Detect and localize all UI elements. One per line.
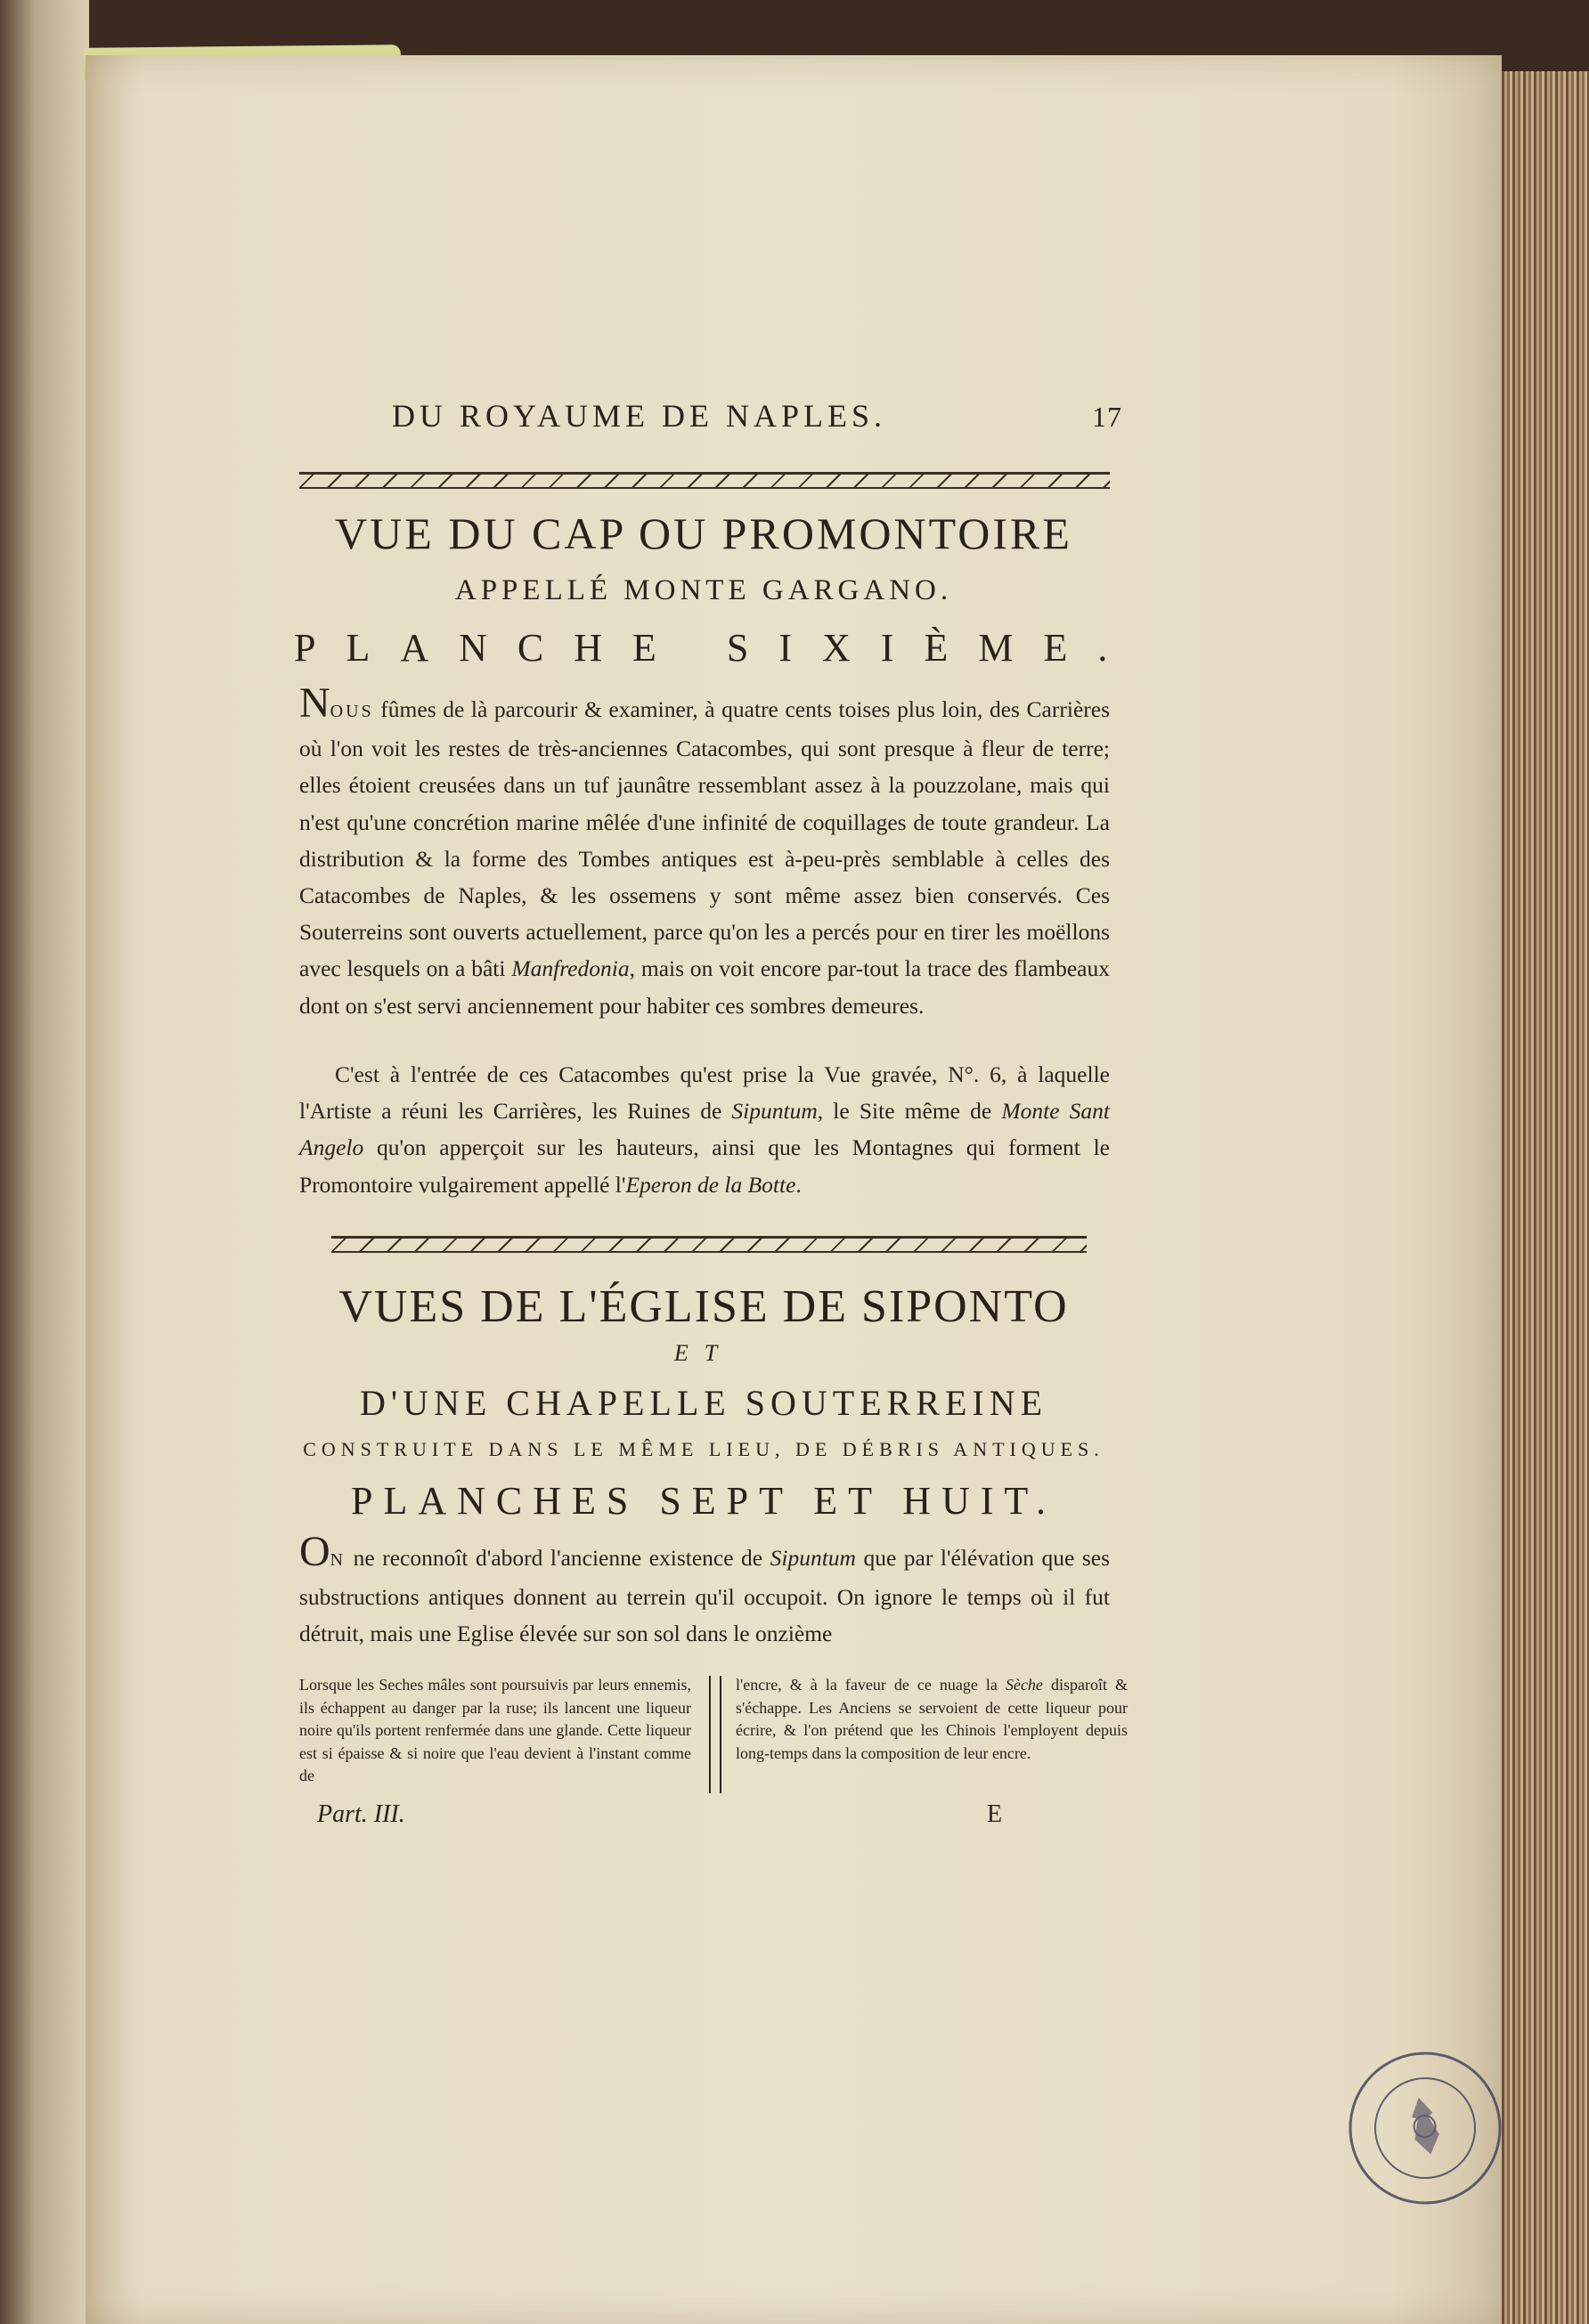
gathering-letter: E xyxy=(987,1800,1003,1828)
page-edges xyxy=(1502,71,1589,2324)
text: C'est à l'entrée de ces Catacombes qu'est prise la Vue gravée, N°. 6, à laquelle l'Artiste a réuni les Carrières, les Ruines de xyxy=(299,1061,1110,1125)
plate-heading: PLANCHE SIXIÈME. xyxy=(294,626,1138,670)
initial-letter: O xyxy=(299,1528,330,1575)
paragraph xyxy=(299,679,1111,1024)
italic-text: Sipuntum xyxy=(731,1098,818,1125)
italic-text: Manfredonia xyxy=(511,955,630,982)
section-conjunction: ET xyxy=(673,1340,734,1366)
library-stamp-icon xyxy=(1330,2033,1520,2222)
text: l'encre, & à la faveur de ce nuage la xyxy=(736,1676,1006,1694)
text: , le Site même de xyxy=(817,1098,1002,1125)
text: que par l'élévation que ses substructions antiques donnent au terrein qu'il occupoit. On ignore le temps où il fut détruit, mais une Eglise élevée sur son sol dans le onzième xyxy=(299,1545,1110,1647)
italic-text: Monte Sant Angelo xyxy=(299,1098,1111,1161)
section-title: VUES DE L'ÉGLISE DE SIPONTO xyxy=(338,1281,1069,1332)
section-subtitle-small: CONSTRUITE DANS LE MÊME LIEU, DE DÉBRIS ANTIQUES. xyxy=(303,1438,1104,1460)
text: , mais on voit encore par-tout la trace des flambeaux dont on s'est servi anciennement pour habiter ces sombres demeures. xyxy=(299,955,1111,1019)
ornament-rule xyxy=(299,472,1110,489)
italic-text: Sèche xyxy=(1005,1676,1043,1694)
text: ne reconnoît d'abord l'ancienne existence de xyxy=(346,1545,770,1571)
paragraph xyxy=(299,1056,1110,1203)
plate-heading: PLANCHES SEPT ET HUIT. xyxy=(350,1479,1057,1523)
paragraph xyxy=(299,1528,1110,1653)
ornament-rule xyxy=(331,1236,1087,1253)
section-title: VUE DU CAP OU PROMONTOIRE xyxy=(335,508,1072,558)
text: qu'on apperçoit sur les hauteurs, ainsi que les Montagnes qui forment le Promontoire vulgairement appellé l' xyxy=(299,1134,1110,1198)
small-caps: N xyxy=(330,1550,346,1570)
running-head xyxy=(392,397,1122,451)
running-head-title: DU ROYAUME DE NAPLES. xyxy=(392,398,887,434)
facing-page-edge xyxy=(0,0,89,2324)
footnote-divider xyxy=(709,1676,721,1793)
section-subtitle: D'UNE CHAPELLE SOUTERREINE xyxy=(359,1383,1048,1423)
text: fûmes de là parcourir & examiner, à quatre cents toises plus loin, des Carrières où l'on voit les restes de très-anciennes Catacombes, qui sont presque à fleur de terre; elles étoient creusées dans un tuf jaunâtre ressemblant assez à la pouzzolane, mais qui n'est qu'une concrétion marine mêlée d'une infinité de coquillages de toute grandeur. La distribution & la forme des Tombes antiques est à-peu-près semblable à celles des Catacombes de Naples, & les ossemens y sont même assez bien conservés. Ces Souterreins sont ouverts actuellement, parce qu'on les a percés pour en tirer les moëllons avec lesquels on a bâti xyxy=(299,696,1110,982)
small-caps: OUS xyxy=(330,702,374,721)
italic-text: Eperon de la Botte xyxy=(625,1171,796,1198)
footnote-right xyxy=(736,1674,1128,1765)
initial-letter: N xyxy=(299,679,330,727)
section-subtitle: APPELLÉ MONTE GARGANO. xyxy=(454,574,953,606)
italic-text: Sipuntum xyxy=(770,1545,856,1571)
part-signature: Part. III. xyxy=(317,1800,405,1828)
text: . xyxy=(795,1171,802,1198)
footnote-left: Lorsque les Seches mâles sont poursuivis par leurs ennemis, ils échappent au danger par la ruse; ils lancent une liqueur noire qu'ils portent renfermée dans une glande. Cette liqueur est si épaisse & si noire que l'eau devient à l'instant comme de xyxy=(299,1676,691,1784)
text: disparoît & s'échappe. Les Anciens se servoient de cette liqueur pour écrire, & l'on prétend que les Chinois l'employent depuis long-temps dans la composition de leur encre. xyxy=(736,1676,1128,1762)
page-number: 17 xyxy=(1092,401,1122,433)
